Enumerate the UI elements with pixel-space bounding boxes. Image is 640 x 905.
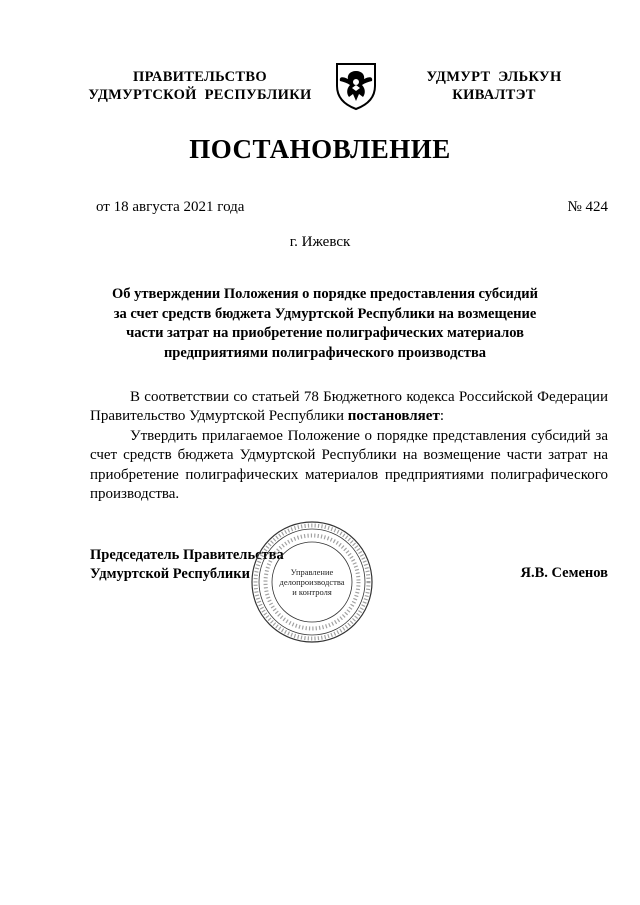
body-paragraph-1-text: В соответствии со статьей 78 Бюджетного кодекса Российской Федерации Правительство Удмуртской Республики — [90, 389, 608, 425]
body-paragraph-2: Утвердить прилагаемое Положение о порядке представления субсидий за счет средств бюджета Удмуртской Республики на возмещение части затрат на приобретение полиграфических материалов предприятиями полиграфического производства. — [90, 427, 608, 503]
stamp-text-line1: Управление — [290, 567, 334, 577]
subject-line: части затрат на приобретение полиграфических материалов — [126, 325, 524, 341]
document-city: г. Ижевск — [289, 234, 351, 250]
header-left-line2: УДМУРТСКОЙ РЕСПУБЛИКИ — [88, 87, 312, 103]
coat-of-arms-emblem — [331, 58, 381, 112]
document-body — [90, 388, 608, 504]
body-paragraph-1 — [90, 388, 608, 427]
signatory-name: Я.В. Семенов — [520, 565, 608, 581]
header-left-line1: ПРАВИТЕЛЬСТВО — [133, 69, 267, 85]
subject-line: за счет средств бюджета Удмуртской Республики на возмещение — [113, 305, 537, 322]
subject-line: предприятиями полиграфического производства — [163, 344, 487, 361]
signatory-title-line2: Удмуртской Республики — [90, 566, 250, 582]
document-title: ПОСТАНОВЛЕНИЕ — [189, 134, 451, 164]
stamp-text-line3: и контроля — [292, 587, 332, 597]
office-stamp — [250, 520, 374, 644]
header-right-line2: КИВАЛТЭТ — [452, 87, 536, 103]
header-left — [80, 68, 320, 104]
header-right-line1: УДМУРТ ЭЛЬКУН — [426, 69, 562, 85]
decree-word: постановляет — [347, 408, 440, 425]
document-subject — [90, 285, 560, 363]
stamp-text-line2: делопроизводства — [279, 577, 345, 587]
body-paragraph-1-end: : — [439, 408, 444, 425]
header-right — [420, 68, 568, 104]
document-date: от 18 августа 2021 года — [96, 199, 245, 215]
document-number: № 424 — [567, 199, 608, 215]
signatory-title-line1: Председатель Правительства — [90, 547, 284, 563]
subject-line: Об утверждении Положения о порядке предоставления субсидий — [112, 286, 538, 302]
